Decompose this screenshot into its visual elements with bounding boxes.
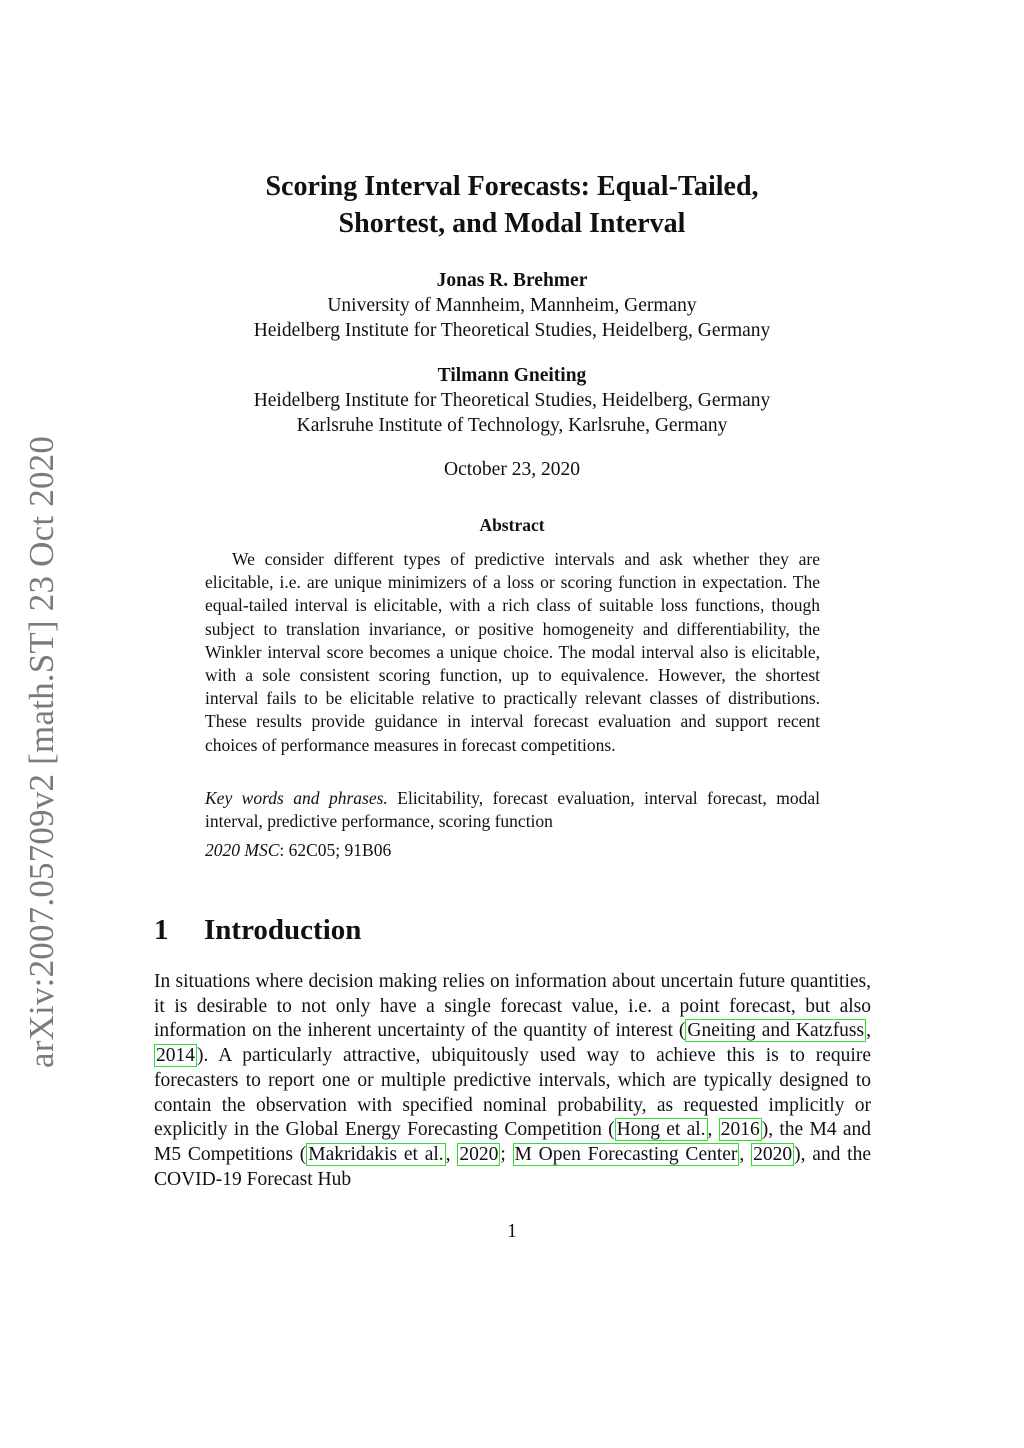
- author-block-1: [180, 268, 844, 343]
- msc-codes: : 62C05; 91B06: [279, 840, 392, 860]
- abstract-text: We consider different types of predictive intervals and ask whether they are elicitable, i.e. are unique minimizers of a loss or scoring function in expectation. The equal-tailed interval is elicitable, with a rich class of suitable loss functions, though subject to translation invariance, or positive homogeneity and differentiability, the Winkler interval score becomes a unique choice. The modal interval also is elicitable, with a sole consistent scoring function, up to equivalence. However, the shortest interval fails to be elicitable relative to practically relevant classes of distributions. These results provide guidance in interval forecast evaluation and support recent choices of performance measures in forecast competitions.: [205, 549, 820, 755]
- citation-link[interactable]: 2014: [156, 1045, 195, 1067]
- intro-text: ). A particularly attractive, ubiquitously used way to achieve this is to require forecasters to report one or multiple predictive intervals, which are typically designed to contain the observation with specified nominal probability, as requested implicitly or explicitly in the Global Energy Forecasting Competition (: [154, 1045, 871, 1141]
- intro-paragraph: [154, 970, 871, 1192]
- citation-link[interactable]: 2020: [753, 1143, 793, 1165]
- intro-text: In situations where decision making relies on information about uncertain future quantities, it is desirable to not only have a single forecast value, i.e. a point forecast, but also information on the inherent uncertainty of the quantity of interest (: [154, 971, 871, 1042]
- citation-link[interactable]: Makridakis et al.: [308, 1143, 444, 1165]
- author-name: Jonas R. Brehmer: [436, 270, 588, 291]
- msc-label: 2020 MSC: [205, 840, 280, 860]
- author-affiliation: Heidelberg Institute for Theoretical Studies, Heidelberg, Germany: [253, 390, 771, 411]
- citation-link[interactable]: Gneiting and Katzfuss: [687, 1020, 865, 1042]
- author-affiliation: Karlsruhe Institute of Technology, Karlsruhe, Germany: [296, 415, 728, 436]
- author-name: Tilmann Gneiting: [437, 365, 587, 386]
- title-line-2: Shortest, and Modal Interval: [338, 208, 686, 239]
- section-title: Introduction: [204, 914, 362, 946]
- arxiv-identifier: arXiv:2007.05709v2 [math.ST] 23 Oct 2020: [22, 435, 61, 1069]
- author-affiliation: Heidelberg Institute for Theoretical Studies, Heidelberg, Germany: [253, 320, 771, 341]
- msc-line: [205, 839, 820, 862]
- intro-text: ,: [739, 1143, 752, 1165]
- intro-text: ), the M4 and M5 Competitions (: [154, 1119, 872, 1165]
- intro-text: ), and the COVID-19 Forecast Hub: [154, 1143, 872, 1190]
- section-heading: [154, 914, 361, 947]
- intro-text: ,: [707, 1119, 719, 1141]
- title-line-1: Scoring Interval Forecasts: Equal-Tailed,: [265, 171, 759, 202]
- keywords-text: Elicitability, forecast evaluation, interval forecast, modal interval, predictive performance, scoring function: [205, 788, 820, 832]
- page-number: 1: [507, 1221, 517, 1242]
- intro-text: ,: [866, 1020, 871, 1042]
- section-number: 1: [154, 914, 169, 946]
- citation-link[interactable]: M Open Forecasting Center: [514, 1143, 738, 1165]
- keywords-line: [205, 787, 820, 833]
- citation-link[interactable]: Hong et al.: [616, 1119, 706, 1141]
- abstract-heading: Abstract: [479, 515, 545, 535]
- paper-date: October 23, 2020: [444, 459, 580, 480]
- keywords-label: Key words and phrases.: [205, 788, 388, 808]
- citation-link[interactable]: 2020: [459, 1143, 499, 1165]
- citation-link[interactable]: 2016: [720, 1119, 760, 1141]
- paper-title: [180, 168, 844, 242]
- intro-text: ,: [445, 1143, 458, 1165]
- intro-text: ;: [500, 1143, 513, 1165]
- author-block-2: [180, 363, 844, 438]
- author-affiliation: University of Mannheim, Mannheim, Germany: [327, 295, 697, 316]
